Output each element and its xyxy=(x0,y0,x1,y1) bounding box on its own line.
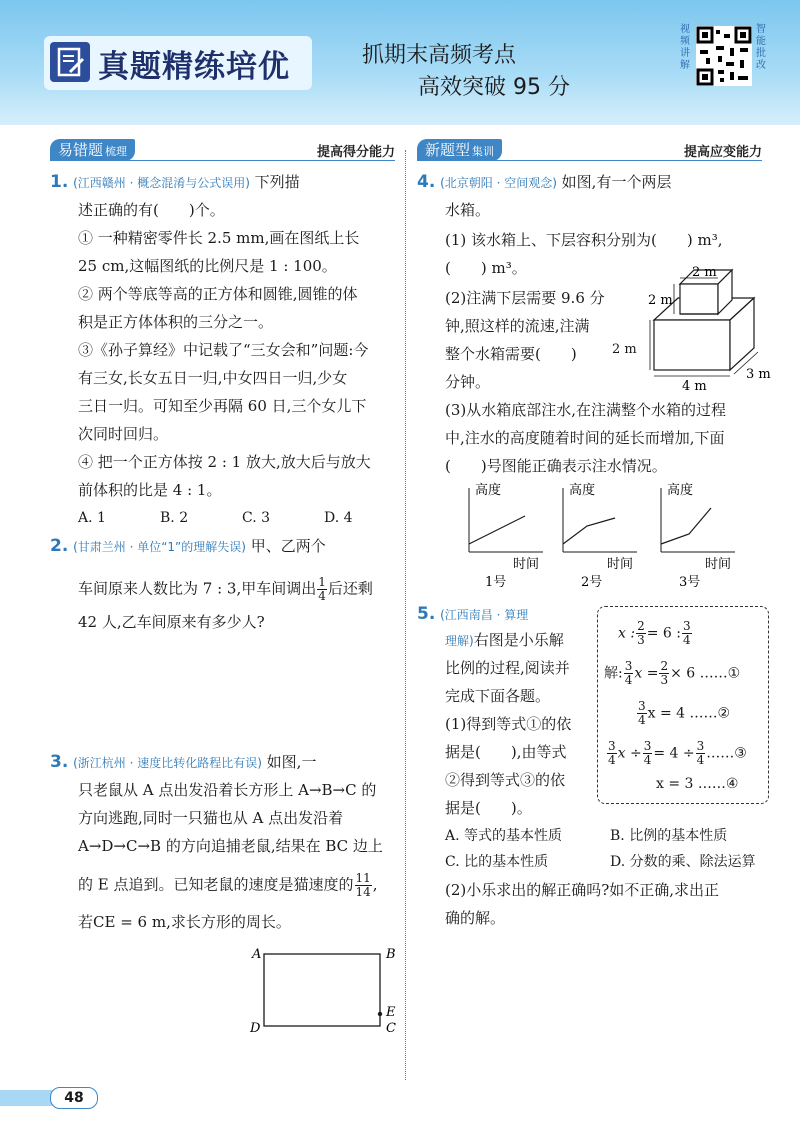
q5-p1d: 据是( )。 xyxy=(445,799,532,817)
q1-s3a: ③《孙子算经》中记载了“三女会和”问题:今 xyxy=(78,341,369,359)
page-number: 48 xyxy=(50,1087,98,1109)
q5-eq1-frac-b-n: 2 xyxy=(660,659,669,673)
q1-s3b: 有三女,长女五日一归,中女四日一归,少女 xyxy=(78,369,348,387)
q1-s2b: 积是正方体体积的三分之一。 xyxy=(78,313,274,331)
q5-number: 5. xyxy=(417,604,436,624)
q3-text-1: 如图,一 xyxy=(266,753,317,771)
q5-eq1-frac-a-d: 4 xyxy=(624,673,633,687)
q5-source-a: (江西南昌 · 算理 xyxy=(440,608,529,622)
right-section-right-label: 提高应变能力 xyxy=(683,145,762,160)
qr-right-label: 智能批改 xyxy=(756,24,766,71)
q3-source: (浙江杭州 · 速度比转化路程比有误) xyxy=(73,756,262,770)
qr-panel xyxy=(680,24,770,96)
q5-eq1-jie: 解: xyxy=(604,665,623,682)
q4-graph-1-ylabel: 高度 xyxy=(475,483,502,498)
q5-eq3-frac-b xyxy=(643,740,653,767)
q4-graph-2-ylabel: 高度 xyxy=(569,483,596,498)
q2-line-1 xyxy=(50,536,326,557)
q1-s2a: ② 两个等底等高的正方体和圆锥,圆锥的体 xyxy=(78,285,358,303)
q5-p2b: 确的解。 xyxy=(445,909,506,927)
q4-p3c: ( )号图能正确表示注水情况。 xyxy=(445,457,667,475)
right-section-tag-text: 新题型 xyxy=(425,141,471,159)
q5-p1b: 据是( ),由等式 xyxy=(445,743,567,761)
q4-top-front xyxy=(680,284,718,314)
q4-graph-3-xlabel: 时间 xyxy=(705,557,732,572)
q4-graph-3-ylabel: 高度 xyxy=(667,483,694,498)
q5-eq2 xyxy=(636,700,730,727)
q3-label-b: B xyxy=(386,947,396,962)
q4-text-1: 如图,有一个两层 xyxy=(561,173,672,191)
q1-option-d[interactable]: D. 4 xyxy=(324,510,353,526)
q3-line-4: A→D→C→B 的方向追捕老鼠,结果在 BC 边上 xyxy=(78,837,383,855)
q3-frac-numerator: 11 xyxy=(355,871,371,885)
left-section-right-label: 提高得分能力 xyxy=(316,145,395,160)
q1-s1b: 25 cm,这幅图纸的比例尺是 1 : 100。 xyxy=(78,257,337,275)
q5-eq0-frac-a xyxy=(636,620,646,647)
q2-text-1: 甲、乙两个 xyxy=(250,537,326,555)
q5-eq3-eq: = 4 ÷ xyxy=(653,745,695,762)
q4-source: (北京朝阳 · 空间观念) xyxy=(440,176,557,190)
q3-line-2: 只老鼠从 A 点出发沿着长方形上 A→B→C 的 xyxy=(78,781,377,799)
q4-p3b: 中,注水的高度随着时间的延长而增加,下面 xyxy=(445,429,725,447)
q5-eq1-frac-a xyxy=(624,660,634,687)
q3-label-e: E xyxy=(386,1005,396,1020)
q5-eq1-end: × 6 ……① xyxy=(670,665,741,682)
q3-number: 3. xyxy=(50,752,69,772)
q5-eq0-frac-b-n: 3 xyxy=(682,619,691,633)
q4-p2d: 分钟。 xyxy=(445,373,491,391)
q4-label-depth: 3 m xyxy=(746,367,771,382)
q4-line-2: 水箱。 xyxy=(445,201,491,219)
q4-graph-1-line xyxy=(469,516,525,544)
q5-eq2-frac-d: 4 xyxy=(638,713,646,727)
q5-eq3 xyxy=(606,740,747,767)
q3-fraction xyxy=(355,872,372,899)
q2-line-2 xyxy=(78,576,373,603)
q5-eq3-frac-c xyxy=(696,740,706,767)
q5-eq0-left: x : xyxy=(618,625,636,642)
qr-code-icon[interactable] xyxy=(696,26,752,86)
q2-frac-numerator: 1 xyxy=(318,575,326,589)
q3-point-e xyxy=(378,1012,382,1016)
q4-tank-figure xyxy=(640,262,775,394)
q5-eq2-frac xyxy=(637,700,647,727)
q3-line-5 xyxy=(78,872,378,899)
left-section-header xyxy=(50,139,395,161)
q5-eq3-frac-b-n: 3 xyxy=(643,739,652,753)
q2-text-2b: 后还剩 xyxy=(327,579,373,598)
q1-s4a: ④ 把一个正方体按 2 : 1 放大,放大后与放大 xyxy=(78,453,371,471)
slogan-line-2: 高效突破 95 分 xyxy=(418,75,570,100)
q4-graph-3[interactable] xyxy=(661,482,735,590)
q5-line-4: 完成下面各题。 xyxy=(445,687,551,705)
q1-text-1: 下列描 xyxy=(254,173,300,191)
q4-label-length: 4 m xyxy=(682,379,707,394)
q2-line-3: 42 人,乙车间原来有多少人? xyxy=(78,613,265,631)
q5-eq1-frac-b xyxy=(659,660,669,687)
q5-eq3-frac-a-d: 4 xyxy=(608,753,616,767)
q3-rectangle xyxy=(264,954,380,1026)
q1-number: 1. xyxy=(50,172,69,192)
q4-label-top-h: 2 m xyxy=(648,293,673,308)
q4-number: 4. xyxy=(417,172,436,192)
q1-source: (江西赣州 · 概念混淆与公式误用) xyxy=(73,176,250,190)
q4-p3a: (3)从水箱底部注水,在注满整个水箱的过程 xyxy=(445,401,727,419)
q5-line-3: 比例的过程,阅读并 xyxy=(445,659,570,677)
left-section-tag xyxy=(50,139,135,161)
q1-s3d: 次同时回归。 xyxy=(78,425,169,443)
q2-text-2a: 车间原来人数比为 7 : 3,甲车间调出 xyxy=(78,579,317,598)
q2-number: 2. xyxy=(50,536,69,556)
q3-label-d: D xyxy=(250,1021,261,1036)
q1-option-a[interactable]: A. 1 xyxy=(78,510,106,526)
q5-eq4: x = 3 ……④ xyxy=(656,776,739,792)
q4-graph-set xyxy=(455,480,785,592)
q5-eq0-frac-b xyxy=(682,620,692,647)
left-section-tag-text: 易错题 xyxy=(58,141,104,159)
q5-eq3-frac-a xyxy=(607,740,617,767)
q3-rectangle-figure xyxy=(246,940,406,1040)
q5-line-1 xyxy=(417,604,528,625)
q5-source-b: 理解) xyxy=(445,634,474,648)
q5-option-d[interactable]: D. 分数的乘、除法运算 xyxy=(610,854,756,870)
q4-p2b: 钟,照这样的流速,注满 xyxy=(445,317,590,335)
q5-eq1-frac-b-d: 3 xyxy=(660,673,669,687)
q5-eq1 xyxy=(604,660,740,687)
q1-line-2: 述正确的有( )个。 xyxy=(78,201,225,219)
q5-eq0-frac-a-n: 2 xyxy=(637,619,645,633)
q5-option-b[interactable]: B. 比例的基本性质 xyxy=(610,828,728,844)
q4-p2a: (2)注满下层需要 9.6 分 xyxy=(445,289,605,307)
q1-option-c[interactable]: C. 3 xyxy=(242,510,271,526)
q4-graph-1[interactable] xyxy=(469,482,543,590)
q5-text-1: 右图是小乐解 xyxy=(473,631,564,649)
q5-eq3-frac-b-d: 4 xyxy=(643,753,652,767)
q3-label-a: A xyxy=(252,947,262,962)
q2-frac-denominator: 4 xyxy=(318,589,326,603)
q4-p1b: ( ) m³。 xyxy=(445,259,527,277)
q4-p2c: 整个水箱需要( ) xyxy=(445,345,577,363)
q1-option-b[interactable]: B. 2 xyxy=(160,510,189,526)
q4-bottom-front xyxy=(654,320,730,370)
q1-s3c: 三日一归。可知至少再隔 60 日,三个女儿下 xyxy=(78,397,367,415)
left-section-tag-small: 梳理 xyxy=(105,145,128,158)
q1-s1a: ① 一种精密零件长 2.5 mm,画在图纸上长 xyxy=(78,229,360,247)
q3-line-1 xyxy=(50,752,316,773)
q3-text-5b: , xyxy=(372,875,378,894)
q5-option-c[interactable]: C. 比的基本性质 xyxy=(445,854,549,870)
q2-source: (甘肃兰州 · 单位“1”的理解失误) xyxy=(73,540,246,554)
q5-eq3-frac-c-d: 4 xyxy=(696,753,705,767)
q3-label-c: C xyxy=(386,1021,396,1036)
notebook-icon xyxy=(50,42,90,82)
q3-line-3: 方向逃跑,同时一只猫也从 A 点出发沿着 xyxy=(78,809,344,827)
q4-label-top-w: 2 m xyxy=(692,265,717,280)
right-section-tag xyxy=(417,139,502,161)
q4-graph-1-xlabel: 时间 xyxy=(513,557,540,572)
q4-p1a: (1) 该水箱上、下层容积分别为( ) m³, xyxy=(445,231,723,249)
page-title: 真题精练培优 xyxy=(98,49,290,85)
q2-fraction xyxy=(317,576,327,603)
q4-graph-3-line xyxy=(661,508,711,544)
q4-graph-2-line xyxy=(563,518,615,544)
qr-left-label: 视频讲解 xyxy=(680,24,690,71)
right-section-header xyxy=(417,139,762,161)
q5-option-a[interactable]: A. 等式的基本性质 xyxy=(445,828,563,844)
q5-eq0-frac-a-d: 3 xyxy=(637,633,645,647)
q3-text-5a: 的 E 点追到。已知老鼠的速度是猫速度的 xyxy=(78,875,354,894)
q5-eq1-frac-a-n: 3 xyxy=(624,659,633,673)
q5-line-2 xyxy=(445,630,564,651)
q5-eq0 xyxy=(618,620,693,647)
q4-graph-2-xlabel: 时间 xyxy=(607,557,634,572)
slogan-line-1: 抓期末高频考点 xyxy=(362,43,517,68)
q5-eq3-end: ……③ xyxy=(706,745,747,762)
right-section-rule xyxy=(417,160,762,161)
q4-graph-1-label: 1号 xyxy=(485,575,507,590)
q4-graph-3-label: 3号 xyxy=(679,575,701,590)
q3-line-6: 若CE = 6 m,求长方形的周长。 xyxy=(78,913,291,931)
q5-eq3-frac-a-n: 3 xyxy=(608,739,616,753)
q5-eq1-mid: x = xyxy=(634,665,659,682)
q5-p2a: (2)小乐求出的解正确吗?如不正确,求出正 xyxy=(445,881,720,899)
q4-graph-2[interactable] xyxy=(563,482,637,590)
q5-p1a: (1)得到等式①的依 xyxy=(445,715,572,733)
right-section-tag-small: 集训 xyxy=(472,145,495,158)
q5-eq0-mid: = 6 : xyxy=(646,625,681,642)
q4-graph-2-label: 2号 xyxy=(581,575,603,590)
left-section-rule xyxy=(50,160,395,161)
q5-eq3-frac-c-n: 3 xyxy=(696,739,705,753)
q1-s4b: 前体积的比是 4 : 1。 xyxy=(78,481,222,499)
q5-p1c: ②得到等式③的依 xyxy=(445,771,566,789)
q5-eq0-frac-b-d: 4 xyxy=(682,633,691,647)
q1-line-1 xyxy=(50,172,300,193)
q4-line-1 xyxy=(417,172,671,193)
q4-label-bottom-h-text: 2 m xyxy=(612,342,637,357)
q5-eq2-end: x = 4 ……② xyxy=(647,705,731,722)
q5-eq2-frac-n: 3 xyxy=(638,699,646,713)
q3-frac-denominator: 14 xyxy=(355,885,371,899)
q5-eq3-mid: x ÷ xyxy=(617,745,642,762)
